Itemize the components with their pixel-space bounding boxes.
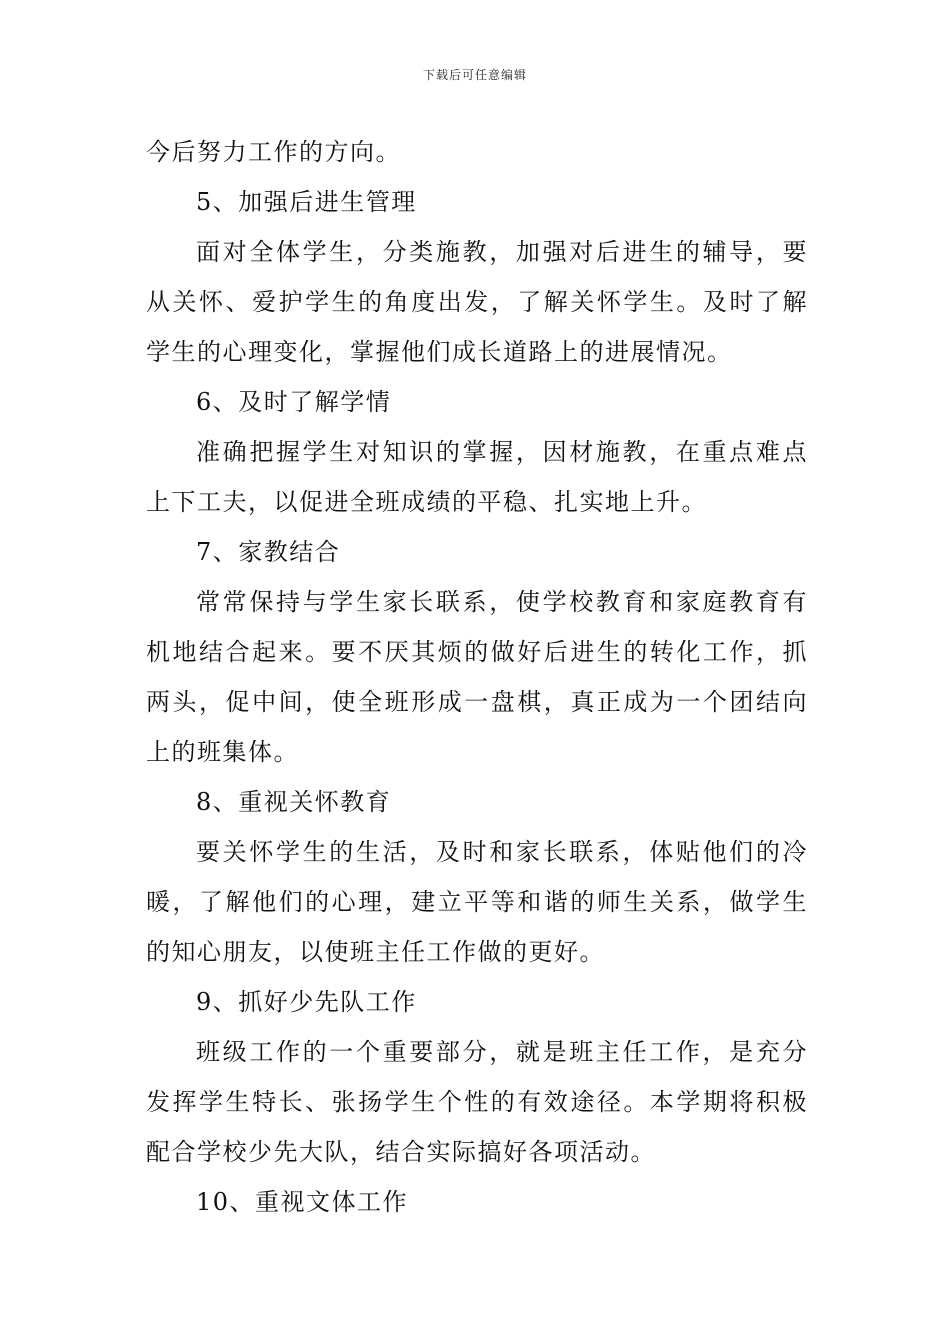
section-heading-9: 9、抓好少先队工作 [196, 988, 417, 1016]
paragraph-line: 面对全体学生，分类施教，加强对后进生的辅导，要 [196, 238, 808, 266]
paragraph-line: 班级工作的一个重要部分，就是班主任工作，是充分 [196, 1038, 808, 1066]
paragraph-line: 的知心朋友，以使班主任工作做的更好。 [146, 938, 605, 966]
paragraph-line: 今后努力工作的方向。 [146, 138, 401, 166]
paragraph-line: 两头，促中间，使全班形成一盘棋，真正成为一个团结向 [146, 688, 808, 716]
paragraph-line: 机地结合起来。要不厌其烦的做好后进生的转化工作，抓 [146, 638, 808, 666]
header-note: 下载后可任意编辑 [422, 68, 527, 82]
section-heading-7: 7、家教结合 [196, 538, 341, 566]
paragraph-line: 暖，了解他们的心理，建立平等和谐的师生关系，做学生 [146, 888, 808, 916]
section-heading-5: 5、加强后进生管理 [196, 188, 417, 216]
paragraph-line: 要关怀学生的生活，及时和家长联系，体贴他们的冷 [196, 838, 808, 866]
paragraph-line: 配合学校少先大队，结合实际搞好各项活动。 [146, 1138, 656, 1166]
paragraph-line: 准确把握学生对知识的掌握，因材施教，在重点难点 [196, 438, 808, 466]
paragraph-line: 上的班集体。 [146, 738, 299, 766]
section-heading-8: 8、重视关怀教育 [196, 788, 392, 816]
paragraph-line: 常常保持与学生家长联系，使学校教育和家庭教育有 [196, 588, 808, 616]
paragraph-line: 从关怀、爱护学生的角度出发，了解关怀学生。及时了解 [146, 288, 808, 316]
paragraph-line: 上下工夫，以促进全班成绩的平稳、扎实地上升。 [146, 488, 707, 516]
paragraph-line: 学生的心理变化，掌握他们成长道路上的进展情况。 [146, 338, 733, 366]
section-heading-6: 6、及时了解学情 [196, 388, 392, 416]
section-heading-10: 10、重视文体工作 [196, 1188, 409, 1216]
document-body [146, 127, 808, 1227]
paragraph-line: 发挥学生特长、张扬学生个性的有效途径。本学期将积极 [146, 1088, 808, 1116]
